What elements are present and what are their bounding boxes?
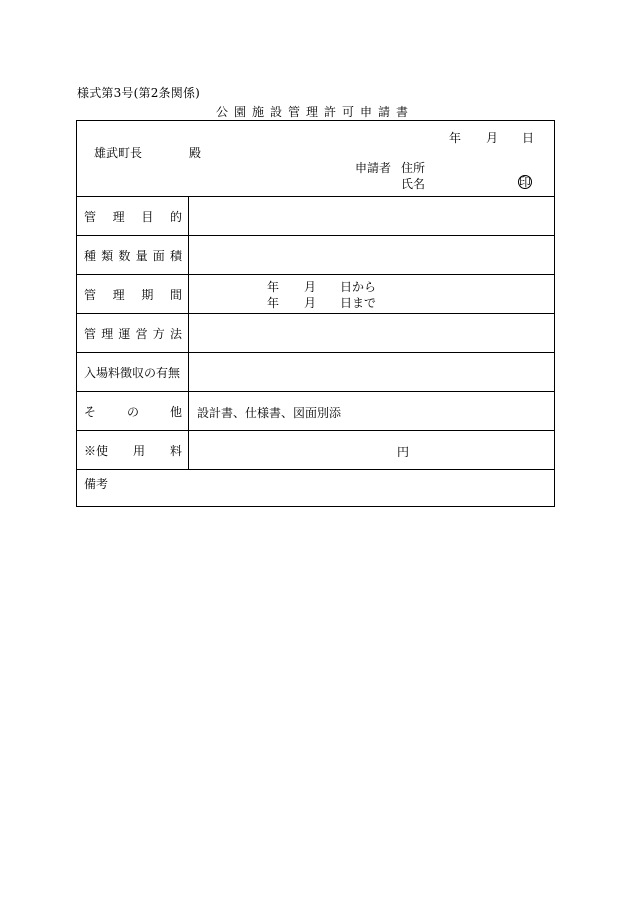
management-method-label: 管 理 運 営 方 法: [77, 314, 189, 352]
management-method-field[interactable]: [190, 314, 554, 352]
remarks-label: 備考: [84, 477, 109, 491]
period-start-year: 年: [267, 280, 280, 294]
date-day-label: 日: [522, 131, 535, 145]
addressee: 雄武町長: [94, 146, 143, 160]
other-value: 設計書、仕様書、図面別添: [197, 406, 342, 420]
type-quantity-area-label: 種 類 数 量 面 積: [77, 236, 189, 274]
row-period: [77, 275, 554, 314]
purpose-field[interactable]: [190, 197, 554, 235]
admission-fee-field[interactable]: [190, 353, 554, 391]
date-year-label: 年: [449, 131, 462, 145]
remarks-section[interactable]: [77, 467, 554, 506]
other-field[interactable]: [190, 392, 554, 430]
applicant-label: 申請者: [355, 161, 392, 175]
row-management-method: [77, 314, 554, 353]
application-form-table: [76, 120, 555, 507]
usage-fee-field[interactable]: [190, 431, 554, 469]
row-purpose: [77, 197, 554, 236]
period-start-day: 日から: [340, 280, 377, 294]
row-type-quantity-area: [77, 236, 554, 275]
form-number-label: 様式第3号(第2条関係): [77, 86, 201, 100]
row-usage-fee: [77, 431, 554, 470]
form-header: [77, 121, 554, 197]
usage-fee-label: ※使 用 料: [77, 431, 189, 469]
type-quantity-area-field[interactable]: [190, 236, 554, 274]
other-label: そ の 他: [77, 392, 189, 430]
row-other: [77, 392, 554, 431]
seal-mark: 印: [519, 175, 532, 189]
period-end-month: 月: [304, 296, 317, 310]
address-label: 住所: [401, 161, 426, 175]
honorific: 殿: [189, 146, 202, 160]
name-label: 氏名: [401, 177, 426, 191]
period-label: 管 理 期 間: [77, 275, 189, 313]
period-end-day: 日まで: [340, 296, 377, 310]
document-title: 公園施設管理許可申請書: [215, 105, 414, 119]
date-month-label: 月: [486, 131, 499, 145]
purpose-label: 管 理 目 的: [77, 197, 189, 235]
period-end-year: 年: [267, 296, 280, 310]
period-start-month: 月: [304, 280, 317, 294]
period-field[interactable]: [190, 275, 554, 313]
row-admission-fee: [77, 353, 554, 392]
admission-fee-label: 入場料徴収の有無: [77, 353, 189, 391]
yen-unit: 円: [397, 445, 410, 459]
